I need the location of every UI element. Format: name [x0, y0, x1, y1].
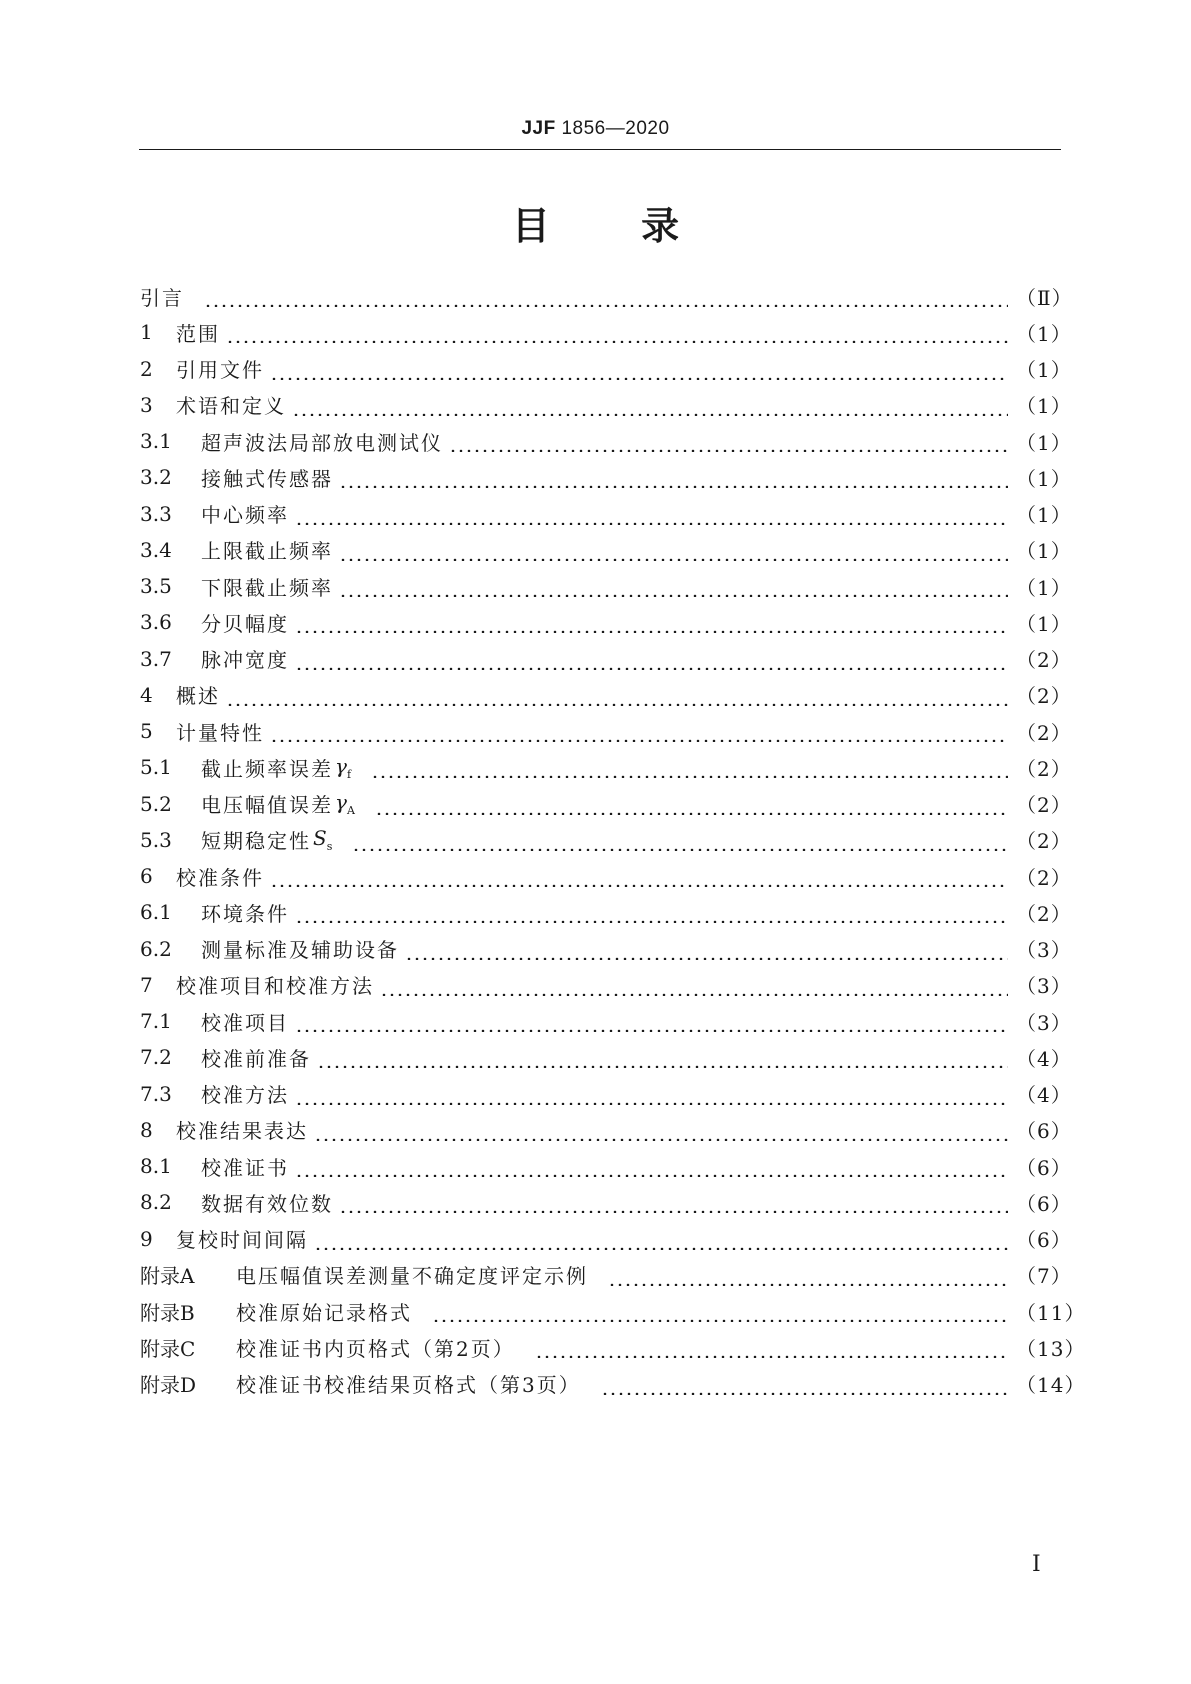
toc-entry-number: 附录C — [140, 1336, 196, 1361]
toc-entry-symbol-base: S — [313, 826, 327, 851]
toc-entry-page: （Ⅱ） — [1016, 285, 1073, 310]
toc-entry-title: 下限截止频率 — [201, 575, 333, 600]
toc-entry[interactable] — [140, 1112, 1072, 1148]
toc-entry[interactable] — [140, 351, 1072, 387]
toc-entry-leader-dots — [295, 1083, 1008, 1105]
toc-entry[interactable] — [140, 1076, 1072, 1112]
toc-entry-page: （2） — [1016, 648, 1072, 673]
toc-entry-title: 校准项目 — [201, 1010, 289, 1035]
toc-entry-leader-dots — [270, 720, 1008, 742]
toc-entry[interactable] — [140, 568, 1072, 604]
toc-entry-number: 附录A — [140, 1264, 195, 1289]
toc-entry[interactable] — [140, 931, 1072, 967]
toc-entry-page: （6） — [1016, 1155, 1072, 1180]
toc-entry-title: 电压幅值误差测量不确定度评定示例 — [236, 1264, 588, 1289]
toc-entry-title: 上限截止频率 — [201, 539, 333, 564]
toc-entry-number: 3.7 — [140, 646, 172, 671]
toc-entry-leader-dots — [339, 1191, 1008, 1213]
toc-entry-number: 3.1 — [140, 429, 172, 454]
toc-entry-leader-dots — [270, 358, 1008, 380]
toc-entry[interactable] — [140, 786, 1072, 822]
toc-entry-leader-dots — [314, 1119, 1008, 1141]
toc-entry-number: 3 — [140, 392, 153, 417]
toc-entry-number: 8.2 — [140, 1190, 172, 1215]
toc-entry-number: 7.1 — [140, 1009, 172, 1034]
toc-entry-leader-dots — [295, 611, 1008, 633]
toc-entry-number: 3.5 — [140, 574, 172, 599]
toc-entry-page: （2） — [1016, 756, 1072, 781]
toc-entry-title: 术语和定义 — [176, 394, 286, 419]
toc-entry-number: 5.3 — [140, 827, 172, 852]
toc-entry-title: 计量特性 — [176, 720, 264, 745]
toc-entry-page: （4） — [1016, 1083, 1072, 1108]
toc-entry-number: 6.2 — [140, 936, 172, 961]
toc-entry-number: 3.6 — [140, 610, 172, 635]
toc-entry-page: （1） — [1016, 575, 1072, 600]
toc-entry-number: 7.3 — [140, 1081, 172, 1106]
toc-entry-title: 校准方法 — [201, 1083, 289, 1108]
toc-entry-number: 4 — [140, 682, 153, 707]
toc-entry-page: （1） — [1016, 321, 1072, 346]
toc-entry[interactable] — [140, 858, 1072, 894]
toc-entry[interactable] — [140, 1148, 1072, 1184]
toc-entry-leader-dots — [295, 1155, 1008, 1177]
toc-entry[interactable] — [140, 423, 1072, 459]
toc-entry-leader-dots — [204, 285, 1008, 307]
toc-entry[interactable] — [140, 1221, 1072, 1257]
toc-entry-page: （2） — [1016, 829, 1072, 854]
toc-entry-number: 7 — [140, 972, 153, 997]
toc-entry-number: 5 — [140, 719, 153, 744]
toc-entry-title: 超声波法局部放电测试仪 — [201, 430, 443, 455]
toc-entry-leader-dots — [371, 756, 1008, 778]
toc-entry-symbol-base: γ — [335, 753, 347, 778]
toc-entry[interactable] — [140, 641, 1072, 677]
toc-entry[interactable] — [140, 822, 1072, 858]
toc-entry[interactable] — [140, 967, 1072, 1003]
toc-entry-leader-dots — [314, 1228, 1008, 1250]
toc-entry-leader-dots — [352, 829, 1008, 851]
toc-entry-page: （1） — [1016, 539, 1072, 564]
toc-entry-title: 校准证书校准结果页格式（第3页） — [236, 1373, 581, 1398]
toc-entry[interactable] — [140, 496, 1072, 532]
toc-entry-title: 校准项目和校准方法 — [176, 974, 374, 999]
toc-entry-page: （2） — [1016, 901, 1072, 926]
toc-entry-number: 3.4 — [140, 537, 172, 562]
toc-entry-page: （13） — [1016, 1336, 1086, 1361]
toc-entry-title: 范围 — [176, 321, 220, 346]
toc-entry-number: 6 — [140, 864, 153, 889]
toc-entry[interactable] — [140, 1257, 1072, 1293]
toc-entry-page: （6） — [1016, 1119, 1072, 1144]
toc-entry-title: 校准前准备 — [201, 1046, 311, 1071]
toc-entry-title: 复校时间间隔 — [176, 1228, 308, 1253]
toc-entry-title: 引用文件 — [176, 358, 264, 383]
toc-entry-leader-dots — [339, 539, 1008, 561]
toc-entry[interactable] — [140, 894, 1072, 930]
toc-entry-title: 短期稳定性 — [201, 829, 311, 854]
toc-entry-leader-dots — [375, 793, 1008, 815]
toc-entry-symbol-subscript: A — [346, 804, 355, 818]
toc-entry-title: 中心频率 — [201, 503, 289, 528]
toc-entry-symbol — [335, 754, 351, 781]
toc-entry-page: （1） — [1016, 394, 1072, 419]
toc-entry[interactable] — [140, 749, 1072, 785]
toc-entry-leader-dots — [226, 684, 1008, 706]
toc-entry-leader-dots — [295, 648, 1008, 670]
toc-entry[interactable] — [140, 532, 1072, 568]
toc-entry-title: 截止频率误差 — [201, 756, 333, 781]
toc-entry-number: 8 — [140, 1117, 153, 1142]
toc-entry[interactable] — [140, 1329, 1086, 1365]
toc-entry[interactable] — [140, 1184, 1072, 1220]
toc-entry[interactable] — [140, 713, 1072, 749]
toc-entry-symbol-subscript: s — [326, 840, 333, 854]
toc-entry-leader-dots — [317, 1046, 1008, 1068]
toc-entry-leader-dots — [449, 430, 1008, 452]
toc-entry-title: 校准条件 — [176, 865, 264, 890]
toc-entry-number: 2 — [140, 356, 153, 381]
toc-entry-page: （2） — [1016, 720, 1072, 745]
toc-entry-page: （1） — [1016, 466, 1072, 491]
toc-entry-leader-dots — [295, 1010, 1008, 1032]
toc-entry-title: 校准证书 — [201, 1155, 289, 1180]
toc-entry-title: 校准原始记录格式 — [236, 1300, 412, 1325]
toc-entry[interactable] — [140, 1293, 1086, 1329]
toc-entry-leader-dots — [270, 865, 1008, 887]
toc-entry-number: 1 — [140, 320, 153, 345]
toc-entry-page: （7） — [1016, 1264, 1072, 1289]
toc-entry-number: 8.1 — [140, 1154, 172, 1179]
toc-entry-number: 5.2 — [140, 791, 172, 816]
toc-entry-title: 电压幅值误差 — [201, 793, 333, 818]
toc-entry-title: 分贝幅度 — [201, 611, 289, 636]
toc-entry-title: 校准结果表达 — [176, 1119, 308, 1144]
toc-entry-page: （1） — [1016, 430, 1072, 455]
toc-entry-page: （1） — [1016, 358, 1072, 383]
toc-entry[interactable] — [140, 1039, 1072, 1075]
toc-entry-number: 9 — [140, 1226, 153, 1251]
document-code-number: 1856—2020 — [561, 118, 670, 139]
toc-entry-symbol — [335, 790, 355, 817]
toc-entry-number: 附录B — [140, 1300, 195, 1325]
toc-entry-page: （2） — [1016, 865, 1072, 890]
toc-entry[interactable] — [140, 604, 1072, 640]
toc-entry-leader-dots — [601, 1373, 1008, 1395]
toc-entry-symbol-base: γ — [335, 790, 347, 815]
toc-entry-page: （3） — [1016, 974, 1072, 999]
page-title: 目 录 — [511, 204, 680, 248]
toc-entry[interactable] — [140, 387, 1072, 423]
toc-entry-title: 环境条件 — [201, 901, 289, 926]
toc-entry-leader-dots — [339, 466, 1008, 488]
toc-entry-title: 引言 — [140, 285, 184, 310]
toc-entry[interactable] — [140, 1003, 1072, 1039]
toc-entry-title: 数据有效位数 — [201, 1191, 333, 1216]
toc-entry-page: （6） — [1016, 1191, 1072, 1216]
toc-entry-title: 概述 — [176, 684, 220, 709]
toc-entry[interactable] — [140, 278, 1073, 314]
toc-entry-page: （4） — [1016, 1046, 1072, 1071]
toc-entry-title: 接触式传感器 — [201, 466, 333, 491]
toc-entry-number: 3.2 — [140, 465, 172, 490]
toc-entry-page: （1） — [1016, 611, 1072, 636]
toc-entry-page: （1） — [1016, 503, 1072, 528]
toc-entry-number: 3.3 — [140, 501, 172, 526]
toc-entry-symbol-subscript: f — [346, 767, 352, 781]
toc-entry-page: （6） — [1016, 1228, 1072, 1253]
toc-entry-number: 7.2 — [140, 1045, 172, 1070]
toc-entry-leader-dots — [339, 575, 1008, 597]
toc-entry-page: （2） — [1016, 793, 1072, 818]
table-of-contents — [140, 278, 1086, 1402]
toc-entry[interactable] — [140, 677, 1072, 713]
document-code — [0, 118, 1191, 140]
toc-entry-leader-dots — [432, 1300, 1008, 1322]
page-number: I — [1032, 1552, 1041, 1577]
toc-entry-page: （11） — [1016, 1300, 1086, 1325]
toc-entry-leader-dots — [226, 321, 1008, 343]
toc-entry-page: （2） — [1016, 684, 1072, 709]
toc-entry-title: 校准证书内页格式（第2页） — [236, 1336, 515, 1361]
toc-entry-leader-dots — [292, 394, 1008, 416]
toc-entry-leader-dots — [535, 1336, 1008, 1358]
document-code-prefix: JJF — [521, 118, 556, 139]
toc-entry-page: （3） — [1016, 938, 1072, 963]
toc-entry-number: 5.1 — [140, 755, 172, 780]
toc-entry-leader-dots — [405, 938, 1008, 960]
toc-entry[interactable] — [140, 459, 1072, 495]
toc-entry[interactable] — [140, 1366, 1086, 1402]
toc-entry-page: （14） — [1016, 1373, 1086, 1398]
header-divider — [139, 149, 1061, 150]
toc-entry-leader-dots — [295, 503, 1008, 525]
toc-entry-symbol — [313, 826, 332, 853]
toc-entry-title: 测量标准及辅助设备 — [201, 938, 399, 963]
toc-entry-leader-dots — [295, 901, 1008, 923]
toc-entry-number: 6.1 — [140, 900, 172, 925]
toc-entry-leader-dots — [608, 1264, 1008, 1286]
toc-entry-page: （3） — [1016, 1010, 1072, 1035]
toc-entry-number: 附录D — [140, 1373, 197, 1398]
toc-entry-leader-dots — [380, 974, 1008, 996]
toc-entry-title: 脉冲宽度 — [201, 648, 289, 673]
toc-entry[interactable] — [140, 314, 1072, 350]
